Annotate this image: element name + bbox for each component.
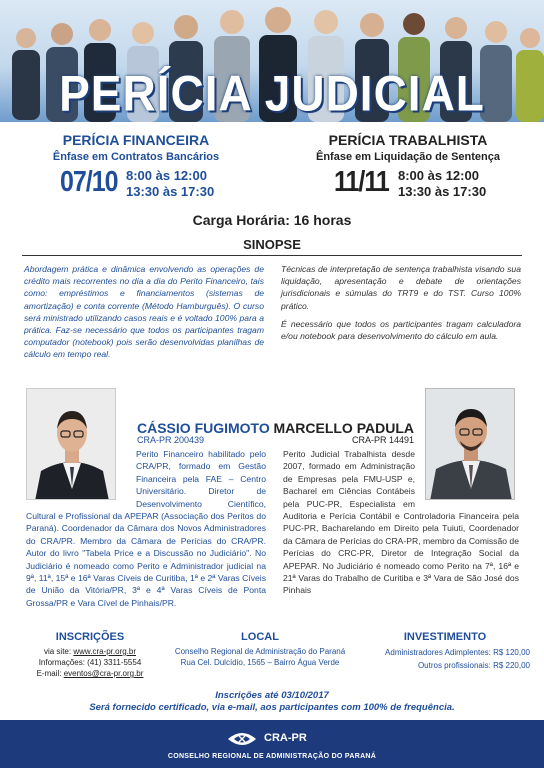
course-time-morning: 8:00 às 12:00 (398, 168, 479, 183)
instructor-bio-text: Perito Financeiro habilitado pelo CRA/PR, formado em Gestão Financeira pela FAE – Centro Universitário. Diretor de Desenvolvimento Científico, Cultural e Profissional da APEPAR (Associação dos Peritos do Paraná). Coordenador da Câmara dos Novos Administradores do CRA/PR. Membro da Câmara de Perícias do CRA/PR. Autor do livro "Tabela Price e a Discussão no Judiciário". No Judiciário é nomeado como Perito e Administrador judicial na 9ª, 11ª, 15ª e 16ª Varas Cíveis de Curitiba, 1ª e 2ª Varas Cíveis de União da Vitória/PR, 3ª e 4ª Varas Cíveis de Ponta Grossa/PR e Vara Cível de Pinhais/PR. (26, 449, 266, 608)
cra-logo-icon (226, 729, 258, 749)
synopsis-labor (281, 263, 521, 342)
course-date: 07/10 (60, 165, 118, 199)
instructor-registry: CRA-PR 200439 (137, 435, 205, 445)
course-title: PERÍCIA FINANCEIRA (62, 132, 210, 148)
workload: Carga Horária: 16 horas (192, 212, 352, 228)
registration-email-link[interactable]: eventos@cra-pr.org.br (63, 669, 144, 678)
footer-bar (0, 720, 544, 768)
instructor-bio-cassio (26, 448, 266, 609)
registration-phone: Informações: (41) 3311-5554 (38, 658, 142, 667)
investment-heading: INVESTIMENTO (403, 631, 487, 643)
course-times (126, 168, 214, 200)
footer-org-short: CRA-PR (264, 732, 307, 744)
registration-email-line (20, 668, 160, 679)
instructor-bio-marcello (283, 448, 519, 597)
location-info (160, 631, 360, 668)
registration-info (20, 631, 160, 679)
certificate-note: Será fornecido certificado, via e-mail, aos participantes com 100% de frequência. (89, 702, 455, 713)
bio-photo-spacer (415, 448, 519, 504)
registration-email-label: E-mail: (36, 669, 64, 678)
course-time-morning: 8:00 às 12:00 (126, 168, 207, 183)
registration-heading: INSCRIÇÕES (55, 631, 125, 643)
investment-price-others: Outros profissionais: R$ 220,00 (417, 661, 530, 670)
investment-info (360, 631, 530, 672)
event-notes (0, 690, 544, 714)
course-title: PERÍCIA TRABALHISTA (328, 132, 488, 148)
course-subtitle: Ênfase em Liquidação de Sentença (315, 151, 500, 163)
synopsis-paragraph: Técnicas de interpretação de sentença trabalhista visando sua liquidação, apresentação e debate de orientações jurisdicionais e súmulas do TRT9 e do TST. Curso 100% prático. (281, 264, 521, 311)
synopsis-financial: Abordagem prática e dinâmica envolvendo as operações de crédito mais recorrentes no dia a dia do Perito Financeiro, tais como: empréstimos e financiamentos (sistemas de amortização) e conta corrente (Método Hamburguês). O curso será ministrado utilizando casos reais e é voltado 100% para a prática. Faz-se necessário que todos os participantes tragam computador (notebook) pois serão desenvolvidas planilhas de cálculo em tempo real. (24, 264, 264, 360)
location-line: Conselho Regional de Administração do Paraná (174, 647, 346, 656)
page-title: PERÍCIA JUDICIAL (59, 64, 485, 122)
registration-deadline: Inscrições até 03/10/2017 (215, 690, 329, 701)
course-time-afternoon: 13:30 às 17:30 (126, 184, 215, 199)
course-time-afternoon: 13:30 às 17:30 (398, 184, 487, 199)
registration-site-link[interactable]: www.cra-pr.org.br (73, 647, 137, 656)
instructor-name: MARCELLO PADULA (273, 420, 414, 436)
course-labor (272, 132, 544, 199)
instructor-registry: CRA-PR 14491 (351, 435, 414, 445)
registration-site-line (20, 646, 160, 657)
course-subtitle: Ênfase em Contratos Bancários (52, 151, 220, 163)
instructor-bio-text: Perito Judicial Trabalhista desde 2007, formado em Administração de Empresas pela FMU-USP e, Bacharel em Ciências Contábeis pela PUC-PR, Especialista em Auditoria e Perícia Contábil e Controladoria Financeira pela PUC-PR, Bacharelando em Direito pela Tuiuti, Coordenador da Câmara de Perícias do CRA-PR, membro da Comissão de Perícias do CRC-PR, Diretor de Integração Social da APEPAR. No Judiciário é nomeado como Perito na 7ª, 16ª e 21ª Varas do Trabalho de Curitiba e 3ª Vara de São José dos Pinhais (283, 449, 519, 596)
header-banner (0, 0, 544, 122)
bio-photo-spacer (26, 448, 136, 504)
investment-price-members: Administradores Adimplentes: R$ 120,00 (385, 648, 530, 657)
footer-org-full: CONSELHO REGIONAL DE ADMINISTRAÇÃO DO PARANÁ (167, 753, 377, 760)
course-date: 11/11 (334, 165, 389, 199)
location-heading: LOCAL (241, 631, 279, 643)
registration-site-label: via site: (43, 647, 74, 656)
course-times (398, 168, 486, 200)
synopsis-paragraph: É necessário que todos os participantes tragam calculadora e/ou notebook para desenvolvimento do cálculo em aula. (281, 318, 521, 342)
synopsis-heading: SINOPSE (22, 237, 522, 256)
course-financial (0, 132, 272, 199)
location-address: Rua Cel. Dulcídio, 1565 – Bairro Água Verde (180, 658, 340, 667)
instructor-name: CÁSSIO FUGIMOTO (137, 420, 270, 436)
